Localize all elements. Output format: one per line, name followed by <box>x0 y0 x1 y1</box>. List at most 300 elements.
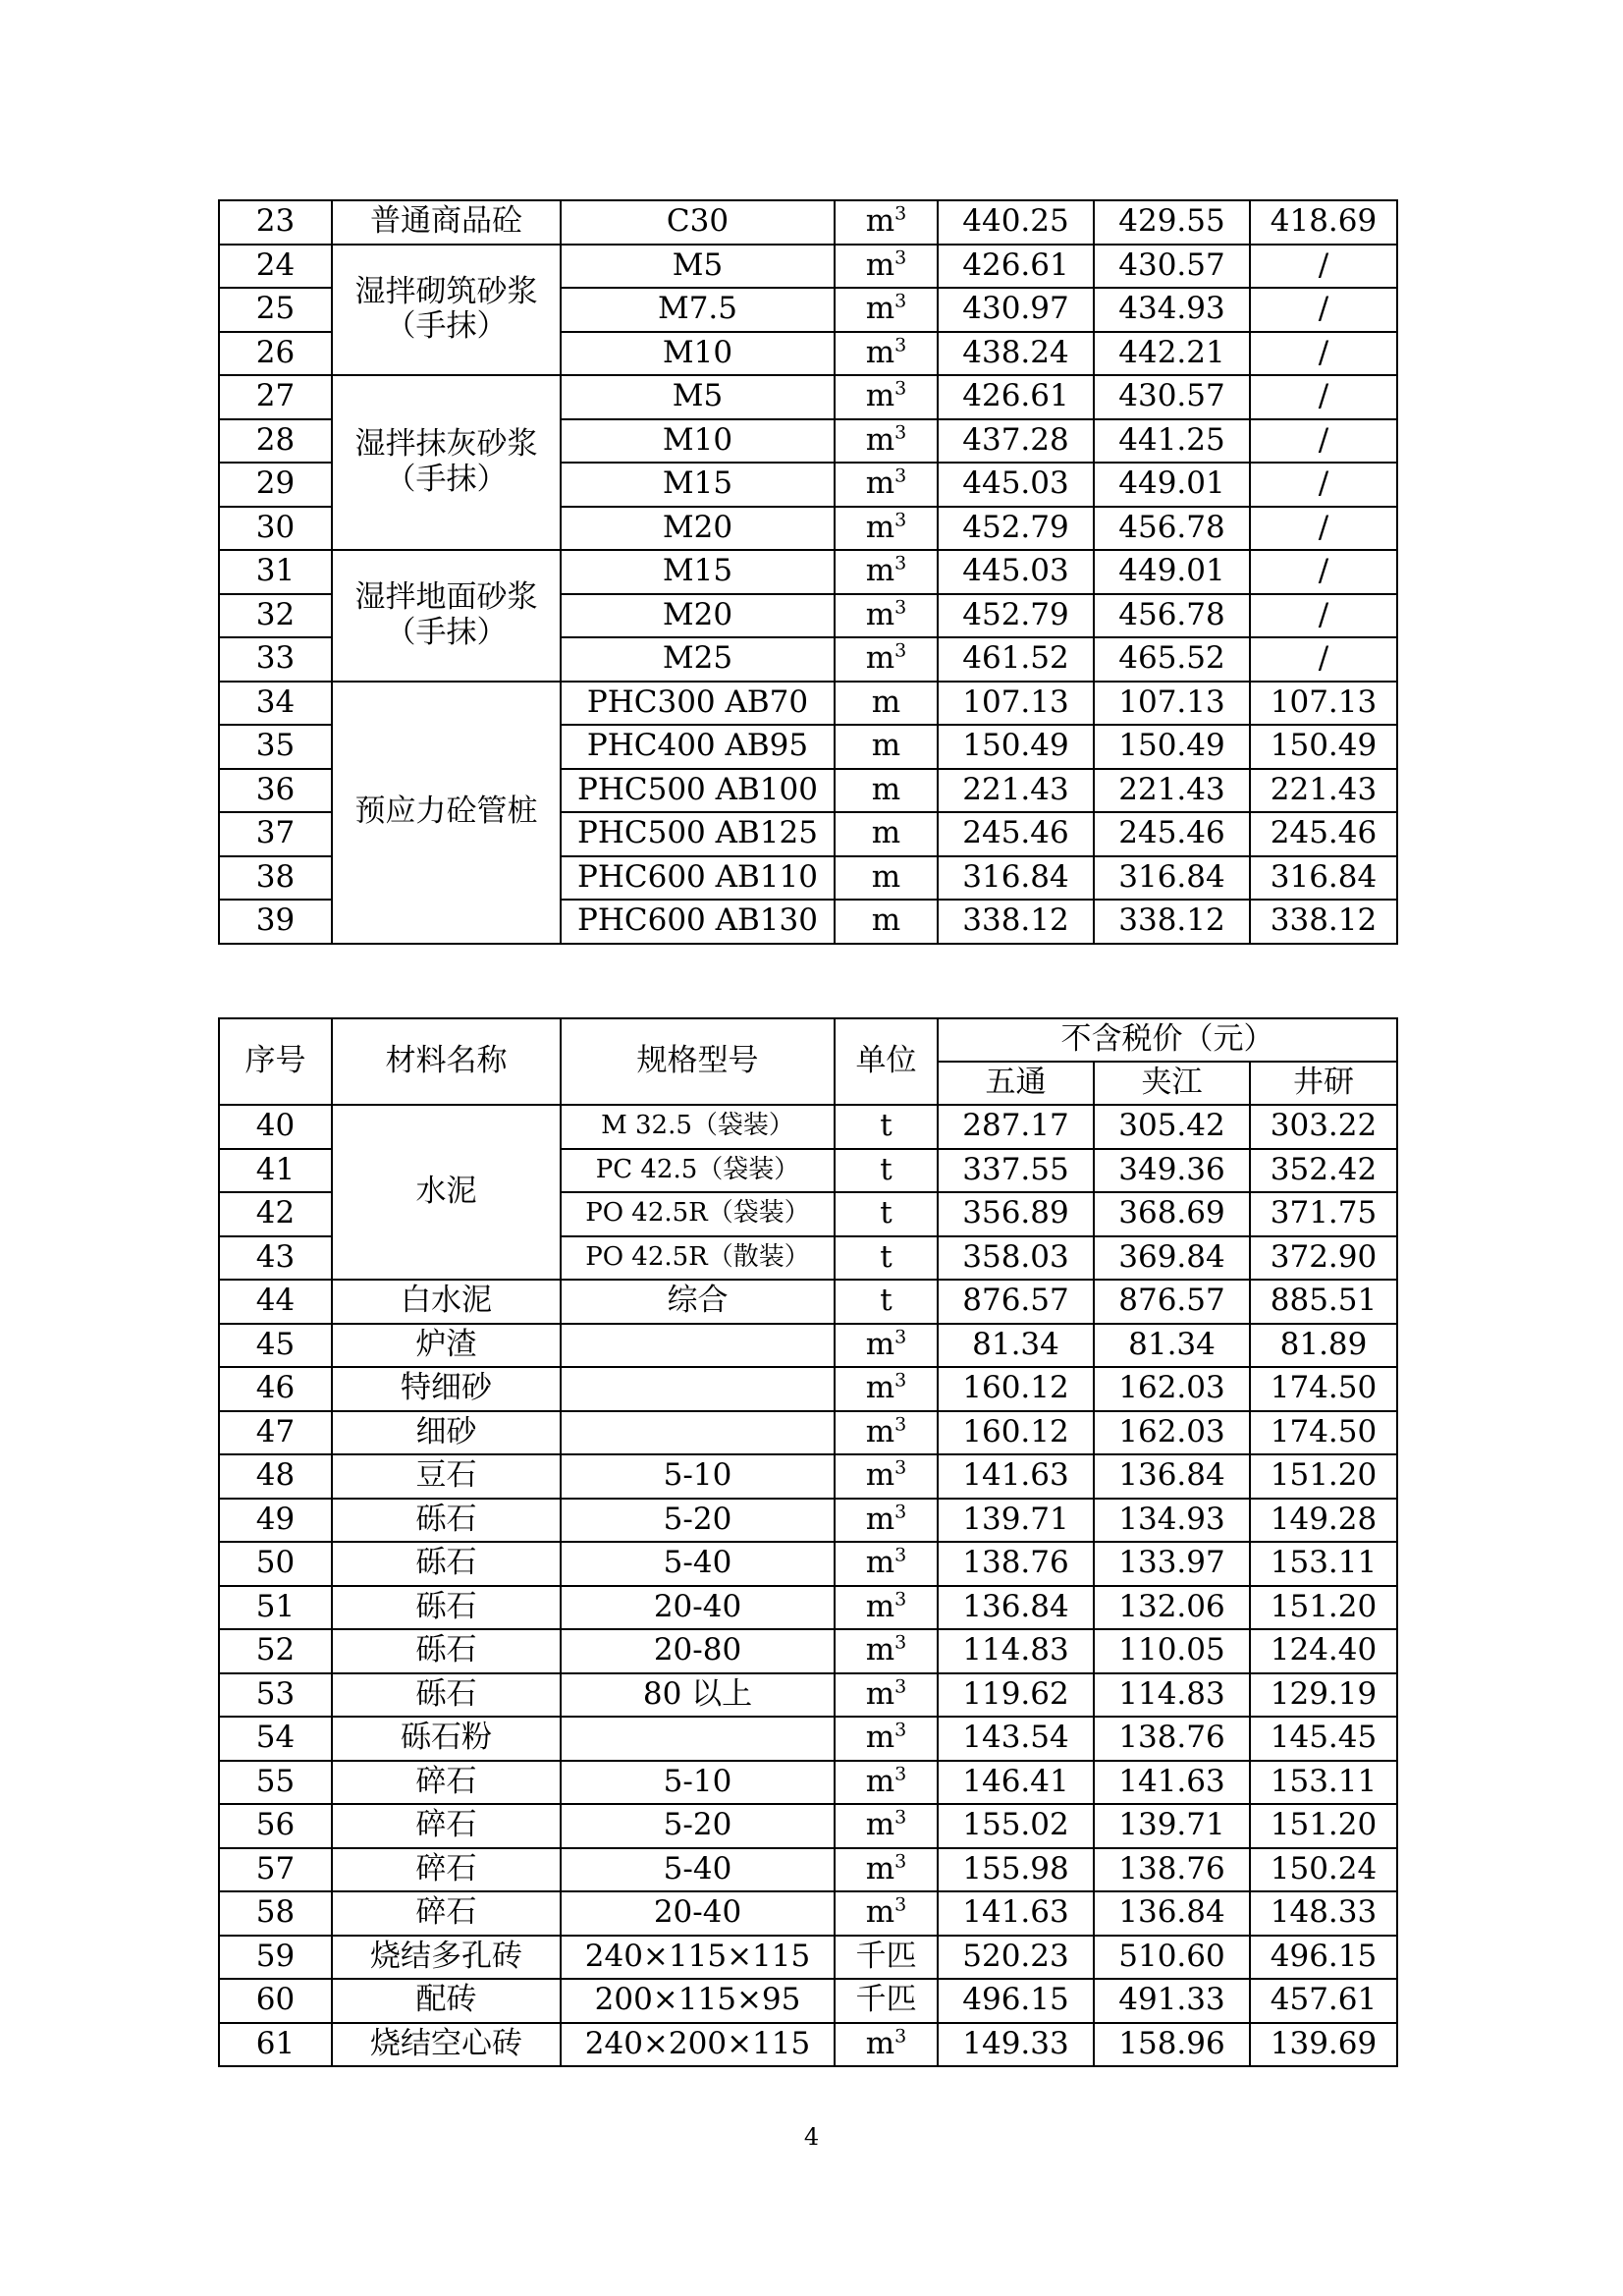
unit <box>835 900 938 944</box>
price-jingyan: 153.11 <box>1250 1542 1397 1586</box>
spec: PHC400 AB95 <box>561 725 835 769</box>
material-name <box>332 200 561 245</box>
price-jiajiang: 456.78 <box>1094 594 1250 638</box>
price-wutong: 438.24 <box>938 332 1094 376</box>
price-jingyan: 145.45 <box>1250 1717 1397 1761</box>
unit <box>835 1979 938 2023</box>
price-wutong: 221.43 <box>938 769 1094 813</box>
price-wutong: 316.84 <box>938 856 1094 901</box>
unit-superscript: 3 <box>894 1501 907 1523</box>
spec: 240×200×115 <box>561 2023 835 2067</box>
price-wutong: 426.61 <box>938 245 1094 289</box>
price-jiajiang: 138.76 <box>1094 1717 1250 1761</box>
price-wutong: 437.28 <box>938 419 1094 464</box>
row-no: 58 <box>219 1891 332 1936</box>
spec: PO 42.5R（袋装） <box>561 1192 835 1236</box>
material-name-line: 砾石粉 <box>401 1720 492 1756</box>
row-no: 57 <box>219 1848 332 1892</box>
material-name <box>332 1761 561 1805</box>
price-wutong: 440.25 <box>938 200 1094 245</box>
unit-base: 千匹 <box>855 1982 917 2018</box>
material-name-line: 预应力砼管桩 <box>354 793 538 830</box>
price-jingyan: 124.40 <box>1250 1629 1397 1673</box>
unit <box>835 288 938 332</box>
price-jiajiang: 369.84 <box>1094 1236 1250 1281</box>
price-jiajiang: 150.49 <box>1094 725 1250 769</box>
spec: 20-40 <box>561 1891 835 1936</box>
table-row <box>219 1979 1397 2023</box>
material-name-line: 碎石 <box>415 1807 477 1843</box>
material-name-line: （手抹） <box>385 462 508 497</box>
unit <box>835 856 938 901</box>
unit <box>835 594 938 638</box>
material-name-line: 湿拌抹灰砂浆 <box>354 426 538 463</box>
material-name <box>332 1891 561 1936</box>
table-header-row <box>219 1018 1397 1062</box>
unit-base: m <box>865 291 895 327</box>
price-jiajiang: 132.06 <box>1094 1586 1250 1630</box>
price-jingyan: 174.50 <box>1250 1367 1397 1411</box>
unit-superscript: 3 <box>894 553 907 575</box>
unit <box>835 1105 938 1149</box>
row-no: 28 <box>219 419 332 464</box>
table-row <box>219 2023 1397 2067</box>
unit-superscript: 3 <box>894 1894 907 1917</box>
unit-base: m <box>865 1675 895 1712</box>
spec: M 32.5（袋装） <box>561 1105 835 1149</box>
price-jiajiang: 442.21 <box>1094 332 1250 376</box>
unit-superscript: 3 <box>894 334 907 356</box>
price-wutong: 138.76 <box>938 1542 1094 1586</box>
price-wutong: 452.79 <box>938 507 1094 551</box>
row-no: 41 <box>219 1149 332 1193</box>
unit-base: m <box>865 1807 895 1843</box>
price-jingyan: 221.43 <box>1250 769 1397 813</box>
spec: M5 <box>561 375 835 419</box>
table-row <box>219 245 1397 289</box>
price-wutong: 337.55 <box>938 1149 1094 1193</box>
price-jingyan: 371.75 <box>1250 1192 1397 1236</box>
spec: 20-80 <box>561 1629 835 1673</box>
row-no: 45 <box>219 1324 332 1368</box>
table-row <box>219 1891 1397 1936</box>
row-no: 32 <box>219 594 332 638</box>
spec: M25 <box>561 637 835 682</box>
unit-base: m <box>865 553 895 589</box>
header-no: 序号 <box>219 1018 332 1105</box>
row-no: 30 <box>219 507 332 551</box>
table-row <box>219 200 1397 245</box>
unit <box>835 1673 938 1718</box>
price-jingyan: 151.20 <box>1250 1454 1397 1499</box>
price-wutong: 245.46 <box>938 812 1094 856</box>
unit <box>835 2023 938 2067</box>
price-jiajiang: 429.55 <box>1094 200 1250 245</box>
unit-base: m <box>865 465 895 502</box>
table-row <box>219 550 1397 594</box>
material-name-line: 砾石 <box>415 1632 477 1668</box>
price-jingyan: 149.28 <box>1250 1499 1397 1543</box>
spec: 240×115×115 <box>561 1936 835 1980</box>
unit <box>835 507 938 551</box>
unit-base: m <box>865 1370 895 1406</box>
material-name <box>332 245 561 376</box>
price-wutong: 426.61 <box>938 375 1094 419</box>
price-jiajiang: 221.43 <box>1094 769 1250 813</box>
spec: PHC600 AB130 <box>561 900 835 944</box>
price-wutong: 876.57 <box>938 1280 1094 1324</box>
spec: M15 <box>561 550 835 594</box>
spec <box>561 1411 835 1455</box>
spec: 80 以上 <box>561 1673 835 1718</box>
row-no: 49 <box>219 1499 332 1543</box>
unit-base: m <box>865 596 895 632</box>
unit-base: m <box>865 203 895 240</box>
price-jiajiang: 456.78 <box>1094 507 1250 551</box>
table-row <box>219 1586 1397 1630</box>
row-no: 36 <box>219 769 332 813</box>
material-name-line: 炉渣 <box>415 1326 477 1362</box>
table-row <box>219 1717 1397 1761</box>
row-no: 43 <box>219 1236 332 1281</box>
unit-base: m <box>871 771 901 807</box>
price-wutong: 452.79 <box>938 594 1094 638</box>
row-no: 44 <box>219 1280 332 1324</box>
row-no: 52 <box>219 1629 332 1673</box>
unit-base: m <box>865 1763 895 1799</box>
price-jingyan: / <box>1250 245 1397 289</box>
unit <box>835 463 938 507</box>
price-wutong: 155.02 <box>938 1804 1094 1848</box>
unit-base: t <box>880 1151 893 1187</box>
price-jiajiang: 81.34 <box>1094 1324 1250 1368</box>
header-price-group: 不含税价（元） <box>938 1018 1397 1062</box>
unit-base: m <box>871 683 901 720</box>
material-name <box>332 1499 561 1543</box>
unit-base: 千匹 <box>855 1938 917 1974</box>
price-wutong: 143.54 <box>938 1717 1094 1761</box>
unit-base: m <box>865 1545 895 1581</box>
price-wutong: 445.03 <box>938 550 1094 594</box>
row-no: 35 <box>219 725 332 769</box>
row-no: 39 <box>219 900 332 944</box>
row-no: 48 <box>219 1454 332 1499</box>
row-no: 38 <box>219 856 332 901</box>
price-jingyan: 457.61 <box>1250 1979 1397 2023</box>
unit-superscript: 3 <box>894 1545 907 1567</box>
price-jingyan: 352.42 <box>1250 1149 1397 1193</box>
unit-superscript: 3 <box>894 596 907 619</box>
price-wutong: 149.33 <box>938 2023 1094 2067</box>
unit <box>835 1324 938 1368</box>
price-wutong: 358.03 <box>938 1236 1094 1281</box>
material-name <box>332 375 561 550</box>
unit-superscript: 3 <box>894 1413 907 1436</box>
row-no: 61 <box>219 2023 332 2067</box>
row-no: 53 <box>219 1673 332 1718</box>
material-name <box>332 1936 561 1980</box>
price-jiajiang: 138.76 <box>1094 1848 1250 1892</box>
row-no: 40 <box>219 1105 332 1149</box>
unit-base: m <box>865 246 895 283</box>
unit-superscript: 3 <box>894 640 907 663</box>
row-no: 33 <box>219 637 332 682</box>
unit-superscript: 3 <box>894 1588 907 1611</box>
spec: 5-10 <box>561 1761 835 1805</box>
spec: M10 <box>561 332 835 376</box>
price-jingyan: 139.69 <box>1250 2023 1397 2067</box>
price-jiajiang: 110.05 <box>1094 1629 1250 1673</box>
price-jiajiang: 449.01 <box>1094 550 1250 594</box>
unit <box>835 1586 938 1630</box>
price-jingyan: / <box>1250 507 1397 551</box>
price-jingyan: / <box>1250 375 1397 419</box>
table-row <box>219 1280 1397 1324</box>
price-jiajiang: 141.63 <box>1094 1761 1250 1805</box>
unit <box>835 1717 938 1761</box>
price-jingyan: 418.69 <box>1250 200 1397 245</box>
unit <box>835 200 938 245</box>
unit <box>835 637 938 682</box>
unit-base: m <box>865 421 895 458</box>
unit <box>835 812 938 856</box>
row-no: 34 <box>219 682 332 726</box>
unit <box>835 245 938 289</box>
material-name-line: 水泥 <box>415 1174 477 1210</box>
price-jiajiang: 338.12 <box>1094 900 1250 944</box>
material-name <box>332 1280 561 1324</box>
material-name-line: 特细砂 <box>401 1370 492 1406</box>
unit-base: m <box>871 902 901 939</box>
price-table <box>218 1017 1398 2067</box>
price-jiajiang: 430.57 <box>1094 245 1250 289</box>
price-jingyan: / <box>1250 419 1397 464</box>
unit-base: m <box>871 815 901 851</box>
spec: 20-40 <box>561 1586 835 1630</box>
material-name <box>332 1105 561 1280</box>
unit-superscript: 3 <box>894 1457 907 1480</box>
price-wutong: 445.03 <box>938 463 1094 507</box>
unit-base: m <box>865 1588 895 1624</box>
row-no: 59 <box>219 1936 332 1980</box>
unit <box>835 550 938 594</box>
material-name <box>332 1367 561 1411</box>
spec: M10 <box>561 419 835 464</box>
material-name-line: 湿拌地面砂浆 <box>354 579 538 616</box>
unit-superscript: 3 <box>894 246 907 269</box>
price-jingyan: 129.19 <box>1250 1673 1397 1718</box>
unit <box>835 375 938 419</box>
price-jingyan: / <box>1250 550 1397 594</box>
price-jingyan: 148.33 <box>1250 1891 1397 1936</box>
unit-base: m <box>871 728 901 764</box>
price-wutong: 496.15 <box>938 1979 1094 2023</box>
material-name-line: 配砖 <box>415 1982 477 2018</box>
unit <box>835 1280 938 1324</box>
material-name <box>332 1629 561 1673</box>
unit-base: m <box>865 1457 895 1494</box>
material-name <box>332 2023 561 2067</box>
unit <box>835 1936 938 1980</box>
price-wutong: 356.89 <box>938 1192 1094 1236</box>
price-jingyan: / <box>1250 637 1397 682</box>
price-wutong: 141.63 <box>938 1454 1094 1499</box>
price-jingyan: 245.46 <box>1250 812 1397 856</box>
row-no: 56 <box>219 1804 332 1848</box>
price-jingyan: 885.51 <box>1250 1280 1397 1324</box>
spec: PHC600 AB110 <box>561 856 835 901</box>
unit-base: m <box>871 858 901 895</box>
price-jingyan: 496.15 <box>1250 1936 1397 1980</box>
material-name <box>332 1454 561 1499</box>
unit-base: t <box>880 1195 893 1231</box>
price-jiajiang: 465.52 <box>1094 637 1250 682</box>
table-row <box>219 1804 1397 1848</box>
price-wutong: 139.71 <box>938 1499 1094 1543</box>
spec: M20 <box>561 507 835 551</box>
price-jiajiang: 134.93 <box>1094 1499 1250 1543</box>
spec <box>561 1324 835 1368</box>
unit-superscript: 3 <box>894 1370 907 1393</box>
unit-base: m <box>865 334 895 370</box>
row-no: 27 <box>219 375 332 419</box>
unit <box>835 1149 938 1193</box>
row-no: 51 <box>219 1586 332 1630</box>
row-no: 25 <box>219 288 332 332</box>
unit-superscript: 3 <box>894 1807 907 1830</box>
price-jingyan: 107.13 <box>1250 682 1397 726</box>
spec <box>561 1717 835 1761</box>
spec <box>561 1367 835 1411</box>
unit <box>835 725 938 769</box>
unit-base: m <box>865 1632 895 1668</box>
spec: PHC300 AB70 <box>561 682 835 726</box>
material-name <box>332 1804 561 1848</box>
material-name-line: 普通商品砼 <box>370 203 522 240</box>
unit-superscript: 3 <box>894 509 907 531</box>
table-row <box>219 1454 1397 1499</box>
material-name-line: 烧结空心砖 <box>370 2025 522 2061</box>
unit-base: m <box>865 640 895 677</box>
material-name-line: 烧结多孔砖 <box>370 1938 522 1974</box>
price-jiajiang: 162.03 <box>1094 1411 1250 1455</box>
price-jiajiang: 449.01 <box>1094 463 1250 507</box>
price-wutong: 141.63 <box>938 1891 1094 1936</box>
unit-superscript: 3 <box>894 1632 907 1655</box>
spec: C30 <box>561 200 835 245</box>
row-no: 47 <box>219 1411 332 1455</box>
unit <box>835 419 938 464</box>
unit <box>835 1542 938 1586</box>
price-jingyan: 150.24 <box>1250 1848 1397 1892</box>
price-jingyan: 174.50 <box>1250 1411 1397 1455</box>
price-jiajiang: 430.57 <box>1094 375 1250 419</box>
price-jiajiang: 136.84 <box>1094 1891 1250 1936</box>
table-row <box>219 1105 1397 1149</box>
spec: M7.5 <box>561 288 835 332</box>
material-name <box>332 682 561 944</box>
price-jiajiang: 441.25 <box>1094 419 1250 464</box>
price-wutong: 160.12 <box>938 1411 1094 1455</box>
price-wutong: 155.98 <box>938 1848 1094 1892</box>
material-name-line: 砾石 <box>415 1588 477 1624</box>
price-jiajiang: 162.03 <box>1094 1367 1250 1411</box>
table-row <box>219 1761 1397 1805</box>
price-jiajiang: 245.46 <box>1094 812 1250 856</box>
material-name <box>332 1324 561 1368</box>
table-row <box>219 1673 1397 1718</box>
price-wutong: 430.97 <box>938 288 1094 332</box>
unit-superscript: 3 <box>894 291 907 313</box>
material-name-line: 白水泥 <box>401 1283 492 1319</box>
price-jingyan: / <box>1250 332 1397 376</box>
price-wutong: 287.17 <box>938 1105 1094 1149</box>
unit-base: m <box>865 1501 895 1537</box>
unit <box>835 1454 938 1499</box>
row-no: 42 <box>219 1192 332 1236</box>
row-no: 23 <box>219 200 332 245</box>
unit-superscript: 3 <box>894 1326 907 1348</box>
row-no: 24 <box>219 245 332 289</box>
unit <box>835 332 938 376</box>
price-jiajiang: 158.96 <box>1094 2023 1250 2067</box>
spec: PO 42.5R（散装） <box>561 1236 835 1281</box>
table-row <box>219 375 1397 419</box>
spec: 5-10 <box>561 1454 835 1499</box>
material-name-line: 细砂 <box>415 1413 477 1449</box>
material-name <box>332 1673 561 1718</box>
unit-superscript: 3 <box>894 1720 907 1742</box>
price-wutong: 107.13 <box>938 682 1094 726</box>
material-name-line: 砾石 <box>415 1675 477 1712</box>
table-row <box>219 1629 1397 1673</box>
unit <box>835 682 938 726</box>
price-wutong: 160.12 <box>938 1367 1094 1411</box>
material-name-line: 豆石 <box>415 1457 477 1494</box>
price-jingyan: 153.11 <box>1250 1761 1397 1805</box>
unit-superscript: 3 <box>894 465 907 488</box>
row-no: 50 <box>219 1542 332 1586</box>
price-jingyan: 150.49 <box>1250 725 1397 769</box>
unit-superscript: 3 <box>894 1850 907 1873</box>
header-unit: 单位 <box>835 1018 938 1105</box>
unit <box>835 1804 938 1848</box>
price-jingyan: / <box>1250 288 1397 332</box>
unit <box>835 1411 938 1455</box>
material-name-line: 砾石 <box>415 1501 477 1537</box>
unit-superscript: 3 <box>894 378 907 401</box>
row-no: 37 <box>219 812 332 856</box>
spec: 5-20 <box>561 1499 835 1543</box>
material-name <box>332 1848 561 1892</box>
row-no: 31 <box>219 550 332 594</box>
price-jingyan: 151.20 <box>1250 1586 1397 1630</box>
table-row <box>219 1324 1397 1368</box>
price-jiajiang: 139.71 <box>1094 1804 1250 1848</box>
spec: M15 <box>561 463 835 507</box>
unit-superscript: 3 <box>894 203 907 226</box>
unit-base: m <box>865 2025 895 2061</box>
row-no: 60 <box>219 1979 332 2023</box>
material-name <box>332 550 561 682</box>
unit-superscript: 3 <box>894 2025 907 2048</box>
table-row <box>219 1936 1397 1980</box>
unit <box>835 1236 938 1281</box>
unit <box>835 1499 938 1543</box>
spec: M5 <box>561 245 835 289</box>
spec: M20 <box>561 594 835 638</box>
price-wutong: 520.23 <box>938 1936 1094 1980</box>
